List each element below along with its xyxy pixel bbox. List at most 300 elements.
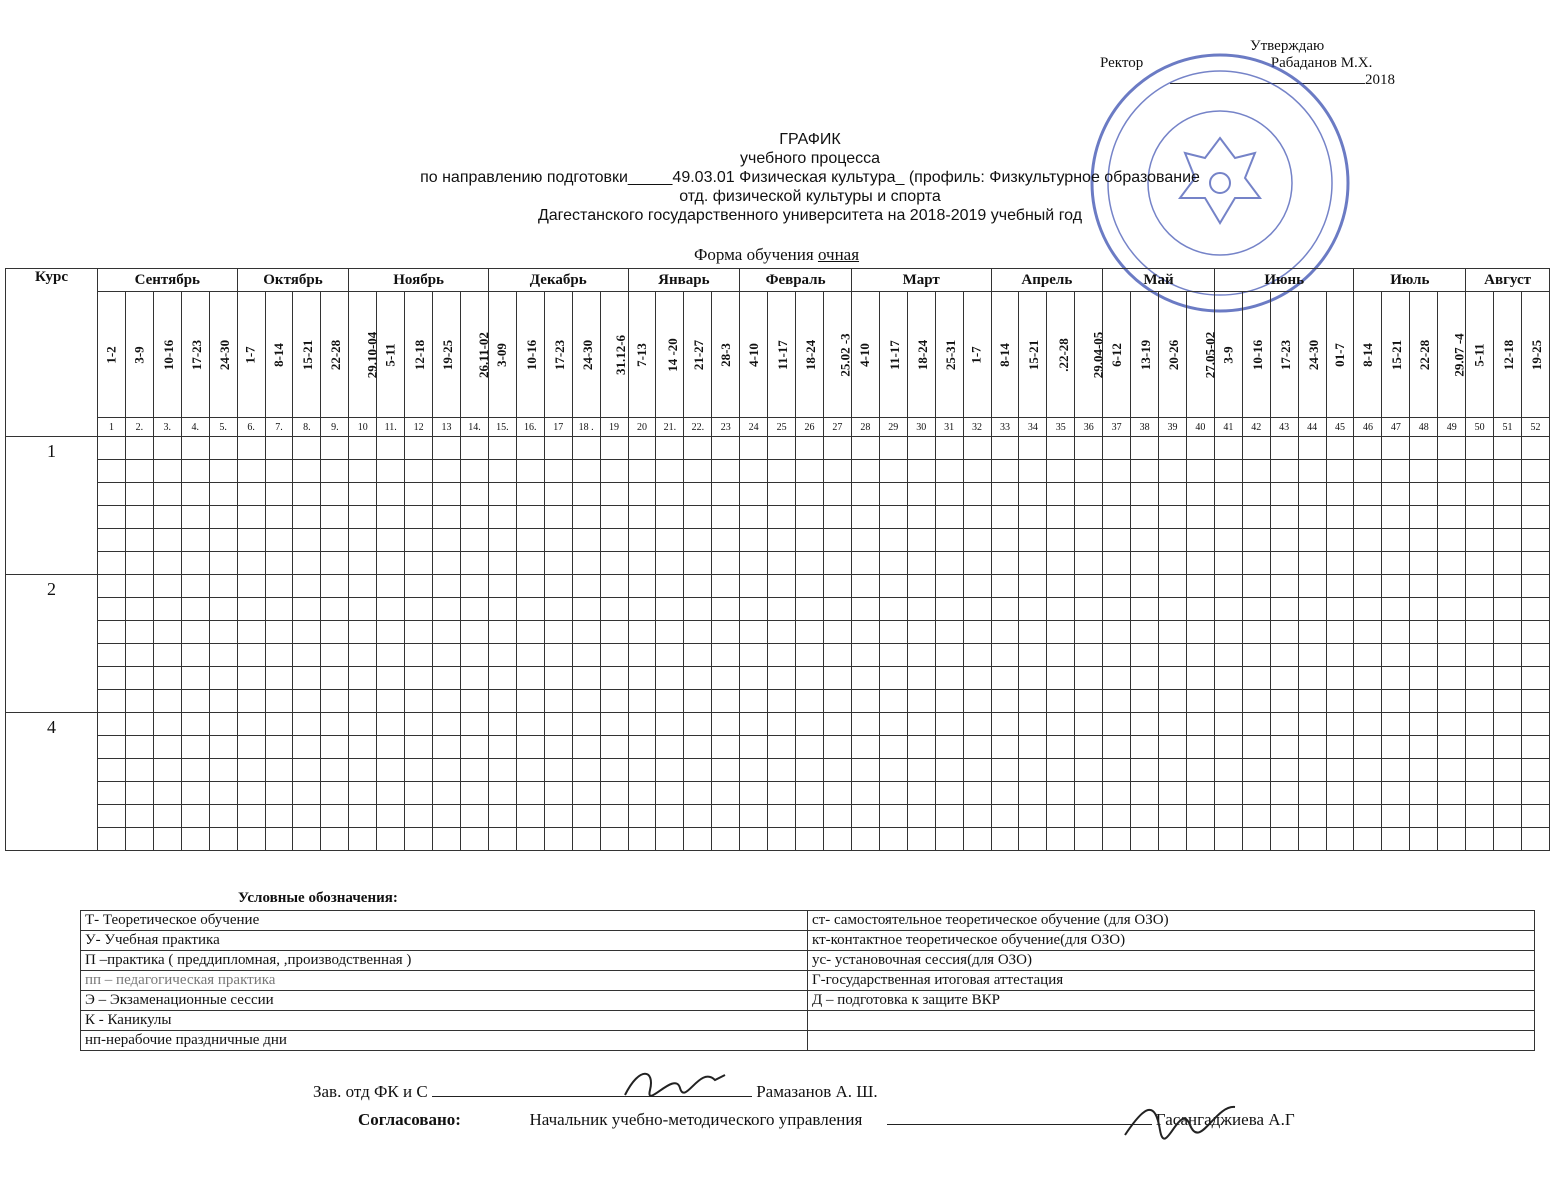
schedule-cell (1186, 598, 1214, 621)
schedule-cell (98, 621, 126, 644)
schedule-cell (712, 690, 740, 713)
schedule-cell (796, 644, 824, 667)
schedule-cell (628, 713, 656, 736)
schedule-cell (153, 529, 181, 552)
schedule-cell (572, 598, 600, 621)
schedule-cell (600, 713, 628, 736)
schedule-cell (1438, 437, 1466, 460)
schedule-cell (1242, 483, 1270, 506)
schedule-cell (293, 552, 321, 575)
schedule-cell (1298, 483, 1326, 506)
schedule-cell (1494, 460, 1522, 483)
schedule-cell (1522, 736, 1550, 759)
schedule-cell (1354, 460, 1382, 483)
schedule-cell (1326, 805, 1354, 828)
schedule-cell (377, 552, 405, 575)
week-range (153, 292, 181, 418)
approval-year: 2018 (1365, 72, 1395, 88)
schedule-cell (181, 828, 209, 851)
schedule-cell (349, 621, 377, 644)
schedule-cell (237, 483, 265, 506)
schedule-cell (488, 460, 516, 483)
schedule-cell (600, 598, 628, 621)
schedule-cell (991, 736, 1019, 759)
week-number: 40 (1186, 418, 1214, 437)
schedule-cell (377, 736, 405, 759)
schedule-cell (1019, 828, 1047, 851)
week-range (488, 292, 516, 418)
schedule-cell (516, 828, 544, 851)
week-range (1103, 292, 1131, 418)
schedule-cell (1131, 437, 1159, 460)
schedule-cell (544, 805, 572, 828)
schedule-cell (265, 529, 293, 552)
schedule-cell (181, 690, 209, 713)
schedule-cell (1075, 552, 1103, 575)
schedule-cell (516, 552, 544, 575)
schedule-cell (1103, 529, 1131, 552)
legend-table (80, 910, 1535, 1051)
schedule-cell (712, 759, 740, 782)
schedule-cell (1326, 644, 1354, 667)
week-range-label: 4-10 (745, 342, 761, 367)
schedule-cell (1131, 483, 1159, 506)
schedule-cell (1075, 644, 1103, 667)
schedule-cell (544, 782, 572, 805)
schedule-cell (405, 437, 433, 460)
schedule-cell (600, 460, 628, 483)
schedule-cell (1410, 759, 1438, 782)
schedule-cell (209, 460, 237, 483)
schedule-cell (1131, 713, 1159, 736)
schedule-cell (544, 460, 572, 483)
schedule-cell (1047, 736, 1075, 759)
schedule-cell (1382, 552, 1410, 575)
schedule-cell (1131, 782, 1159, 805)
schedule-cell (1270, 713, 1298, 736)
schedule-cell (684, 667, 712, 690)
schedule-cell (1159, 483, 1187, 506)
schedule-cell (684, 460, 712, 483)
schedule-cell (293, 713, 321, 736)
schedule-cell (1242, 460, 1270, 483)
week-number: 36 (1075, 418, 1103, 437)
schedule-cell (488, 644, 516, 667)
schedule-cell (321, 621, 349, 644)
schedule-cell (851, 529, 879, 552)
schedule-cell (740, 598, 768, 621)
schedule-cell (768, 782, 796, 805)
schedule-cell (1047, 552, 1075, 575)
schedule-cell (907, 805, 935, 828)
schedule-cell (1410, 552, 1438, 575)
schedule-cell (265, 759, 293, 782)
schedule-cell (600, 690, 628, 713)
schedule-cell (1494, 529, 1522, 552)
schedule-cell (1410, 598, 1438, 621)
schedule-cell (572, 483, 600, 506)
schedule-cell (433, 759, 461, 782)
schedule-cell (1354, 483, 1382, 506)
schedule-cell (656, 575, 684, 598)
week-range (349, 292, 380, 418)
schedule-cell (991, 667, 1019, 690)
schedule-cell (991, 437, 1019, 460)
week-number: 52 (1522, 418, 1550, 437)
schedule-cell (544, 828, 572, 851)
schedule-cell (935, 805, 963, 828)
schedule-cell (1522, 552, 1550, 575)
schedule-cell (460, 759, 488, 782)
legend-cell: Г-государственная итоговая аттестация (808, 971, 1535, 991)
schedule-cell (488, 552, 516, 575)
schedule-cell (181, 621, 209, 644)
schedule-cell (656, 759, 684, 782)
schedule-cell (1075, 713, 1103, 736)
schedule-cell (1298, 552, 1326, 575)
schedule-cell (377, 782, 405, 805)
schedule-cell (1298, 529, 1326, 552)
week-range (796, 292, 824, 418)
week-range (600, 292, 628, 418)
schedule-cell (98, 552, 126, 575)
schedule-cell (1410, 828, 1438, 851)
schedule-cell (1438, 483, 1466, 506)
schedule-cell (684, 598, 712, 621)
schedule-cell (1159, 575, 1187, 598)
schedule-cell (349, 552, 377, 575)
week-number: 28 (851, 418, 879, 437)
legend-cell (808, 1031, 1535, 1051)
week-range-label: 17-23 (551, 339, 567, 370)
week-number: 22. (684, 418, 712, 437)
week-range (1159, 292, 1187, 418)
week-number: 12 (405, 418, 433, 437)
schedule-cell (1103, 437, 1131, 460)
week-number: 2. (125, 418, 153, 437)
schedule-cell (237, 598, 265, 621)
schedule-cell (1270, 552, 1298, 575)
schedule-cell (1410, 667, 1438, 690)
schedule-cell (1466, 529, 1494, 552)
schedule-cell (1298, 690, 1326, 713)
schedule-cell (879, 437, 907, 460)
schedule-cell (740, 782, 768, 805)
schedule-cell (796, 782, 824, 805)
schedule-cell (460, 598, 488, 621)
schedule-cell (1075, 667, 1103, 690)
schedule-cell (181, 713, 209, 736)
week-number: 43 (1270, 418, 1298, 437)
schedule-cell (125, 736, 153, 759)
schedule-cell (600, 483, 628, 506)
schedule-cell (293, 690, 321, 713)
heading-line-university: Дагестанского государственного университета на 2018-2019 учебный год (537, 207, 1083, 224)
week-range-label: 12-18 (412, 339, 428, 370)
schedule-cell (293, 460, 321, 483)
schedule-cell (349, 460, 377, 483)
schedule-cell (1242, 828, 1270, 851)
week-number: 15. (488, 418, 516, 437)
schedule-cell (935, 667, 963, 690)
schedule-cell (377, 690, 405, 713)
head-name: Рамазанов А. Ш. (756, 1082, 878, 1101)
schedule-cell (460, 621, 488, 644)
schedule-cell (544, 575, 572, 598)
schedule-cell (1214, 713, 1242, 736)
schedule-cell (572, 805, 600, 828)
week-range (935, 292, 963, 418)
schedule-cell (321, 483, 349, 506)
schedule-cell (377, 506, 405, 529)
head-handwritten-signature (620, 1060, 730, 1105)
schedule-cell (153, 644, 181, 667)
schedule-cell (405, 621, 433, 644)
schedule-cell (1382, 782, 1410, 805)
schedule-cell (851, 598, 879, 621)
schedule-cell (1103, 644, 1131, 667)
schedule-cell (153, 713, 181, 736)
schedule-cell (265, 460, 293, 483)
schedule-cell (740, 713, 768, 736)
schedule-cell (1047, 828, 1075, 851)
schedule-cell (991, 759, 1019, 782)
week-range-label: .22-28 (1056, 337, 1072, 372)
schedule-cell (1354, 828, 1382, 851)
schedule-cell (1047, 506, 1075, 529)
schedule-cell (321, 690, 349, 713)
schedule-cell (321, 552, 349, 575)
schedule-cell (1438, 759, 1466, 782)
schedule-cell (125, 713, 153, 736)
schedule-cell (237, 736, 265, 759)
schedule-cell (349, 506, 377, 529)
schedule-cell (1159, 598, 1187, 621)
schedule-cell (1214, 667, 1242, 690)
schedule-cell (1354, 621, 1382, 644)
schedule-cell (935, 690, 963, 713)
schedule-cell (740, 575, 768, 598)
schedule-cell (935, 759, 963, 782)
schedule-cell (153, 575, 181, 598)
week-range (1131, 292, 1159, 418)
schedule-cell (1382, 713, 1410, 736)
schedule-cell (1438, 529, 1466, 552)
schedule-cell (1354, 782, 1382, 805)
schedule-cell (516, 506, 544, 529)
week-range (1298, 292, 1326, 418)
legend-cell: У- Учебная практика (81, 931, 808, 951)
schedule-cell (349, 667, 377, 690)
schedule-cell (433, 621, 461, 644)
schedule-cell (796, 437, 824, 460)
week-range (405, 292, 433, 418)
schedule-cell (237, 460, 265, 483)
schedule-cell (209, 713, 237, 736)
schedule-cell (488, 782, 516, 805)
schedule-cell (768, 598, 796, 621)
week-range (1494, 292, 1522, 418)
schedule-cell (1522, 805, 1550, 828)
schedule-cell (544, 713, 572, 736)
schedule-cell (405, 690, 433, 713)
schedule-cell (209, 805, 237, 828)
schedule-cell (98, 667, 126, 690)
schedule-cell (321, 828, 349, 851)
schedule-cell (1075, 529, 1103, 552)
schedule-cell (405, 644, 433, 667)
schedule-cell (1103, 483, 1131, 506)
schedule-cell (98, 460, 126, 483)
schedule-cell (684, 552, 712, 575)
schedule-cell (460, 529, 488, 552)
schedule-cell (879, 759, 907, 782)
schedule-cell (1019, 805, 1047, 828)
schedule-cell (740, 621, 768, 644)
schedule-cell (600, 506, 628, 529)
schedule-cell (153, 805, 181, 828)
week-range (433, 292, 461, 418)
schedule-cell (712, 483, 740, 506)
schedule-cell (153, 506, 181, 529)
schedule-cell (963, 598, 991, 621)
schedule-cell (1522, 667, 1550, 690)
schedule-cell (1186, 782, 1214, 805)
schedule-cell (516, 621, 544, 644)
schedule-cell (209, 621, 237, 644)
schedule-cell (1410, 506, 1438, 529)
schedule-cell (684, 782, 712, 805)
agreed-label: Согласовано: (358, 1110, 461, 1129)
schedule-cell (656, 736, 684, 759)
week-range-label: 29.04-05 (1090, 331, 1106, 378)
schedule-cell (237, 552, 265, 575)
schedule-cell (377, 529, 405, 552)
schedule-cell (293, 667, 321, 690)
schedule-cell (1466, 506, 1494, 529)
schedule-cell (1522, 598, 1550, 621)
schedule-cell (600, 621, 628, 644)
schedule-cell (768, 736, 796, 759)
schedule-cell (1242, 621, 1270, 644)
schedule-cell (740, 552, 768, 575)
schedule-cell (712, 621, 740, 644)
schedule-cell (684, 437, 712, 460)
schedule-cell (572, 644, 600, 667)
heading-title: ГРАФИК (779, 131, 841, 148)
schedule-cell (433, 575, 461, 598)
schedule-cell (488, 805, 516, 828)
schedule-cell (740, 828, 768, 851)
schedule-cell (1075, 575, 1103, 598)
schedule-cell (1354, 667, 1382, 690)
schedule-cell (377, 483, 405, 506)
schedule-cell (963, 460, 991, 483)
schedule-cell (1214, 598, 1242, 621)
week-range-label: 22-28 (1417, 339, 1433, 370)
schedule-cell (405, 667, 433, 690)
schedule-cell (98, 736, 126, 759)
schedule-cell (1019, 782, 1047, 805)
schedule-cell (823, 690, 851, 713)
schedule-cell (656, 690, 684, 713)
schedule-cell (823, 506, 851, 529)
schedule-cell (1438, 621, 1466, 644)
schedule-cell (516, 598, 544, 621)
schedule-cell (1103, 759, 1131, 782)
schedule-cell (1326, 759, 1354, 782)
week-range (1214, 292, 1242, 418)
schedule-cell (907, 598, 935, 621)
schedule-cell (1214, 828, 1242, 851)
schedule-cell (488, 621, 516, 644)
schedule-cell (405, 736, 433, 759)
schedule-cell (1075, 598, 1103, 621)
schedule-cell (237, 529, 265, 552)
schedule-cell (1466, 437, 1494, 460)
schedule-cell (1494, 782, 1522, 805)
week-number: 5. (209, 418, 237, 437)
schedule-cell (293, 483, 321, 506)
schedule-cell (265, 805, 293, 828)
schedule-cell (516, 483, 544, 506)
schedule-cell (1214, 575, 1242, 598)
schedule-cell (1382, 805, 1410, 828)
schedule-cell (1354, 736, 1382, 759)
schedule-cell (823, 828, 851, 851)
schedule-cell (991, 690, 1019, 713)
schedule-cell (1131, 575, 1159, 598)
schedule-cell (963, 621, 991, 644)
schedule-cell (907, 690, 935, 713)
schedule-cell (125, 621, 153, 644)
schedule-cell (1438, 575, 1466, 598)
schedule-cell (377, 598, 405, 621)
schedule-cell (768, 828, 796, 851)
schedule-cell (321, 713, 349, 736)
schedule-cell (879, 782, 907, 805)
schedule-cell (125, 667, 153, 690)
schedule-cell (1242, 644, 1270, 667)
schedule-cell (1410, 575, 1438, 598)
schedule-cell (209, 690, 237, 713)
schedule-cell (656, 483, 684, 506)
schedule-cell (265, 437, 293, 460)
schedule-cell (1131, 552, 1159, 575)
schedule-cell (349, 437, 377, 460)
schedule-cell (1354, 529, 1382, 552)
schedule-cell (1466, 828, 1494, 851)
schedule-cell (516, 736, 544, 759)
week-range (460, 292, 491, 418)
schedule-cell (488, 506, 516, 529)
schedule-cell (991, 713, 1019, 736)
schedule-cell (293, 621, 321, 644)
schedule-cell (1075, 782, 1103, 805)
schedule-cell (851, 483, 879, 506)
schedule-cell (1382, 621, 1410, 644)
schedule-cell (405, 552, 433, 575)
schedule-cell (153, 598, 181, 621)
schedule-cell (1186, 621, 1214, 644)
schedule-cell (237, 782, 265, 805)
schedule-cell (293, 805, 321, 828)
schedule-cell (656, 506, 684, 529)
week-range-label: 26.11-02 (475, 331, 491, 378)
schedule-cell (516, 690, 544, 713)
schedule-cell (1382, 736, 1410, 759)
week-range (516, 292, 544, 418)
